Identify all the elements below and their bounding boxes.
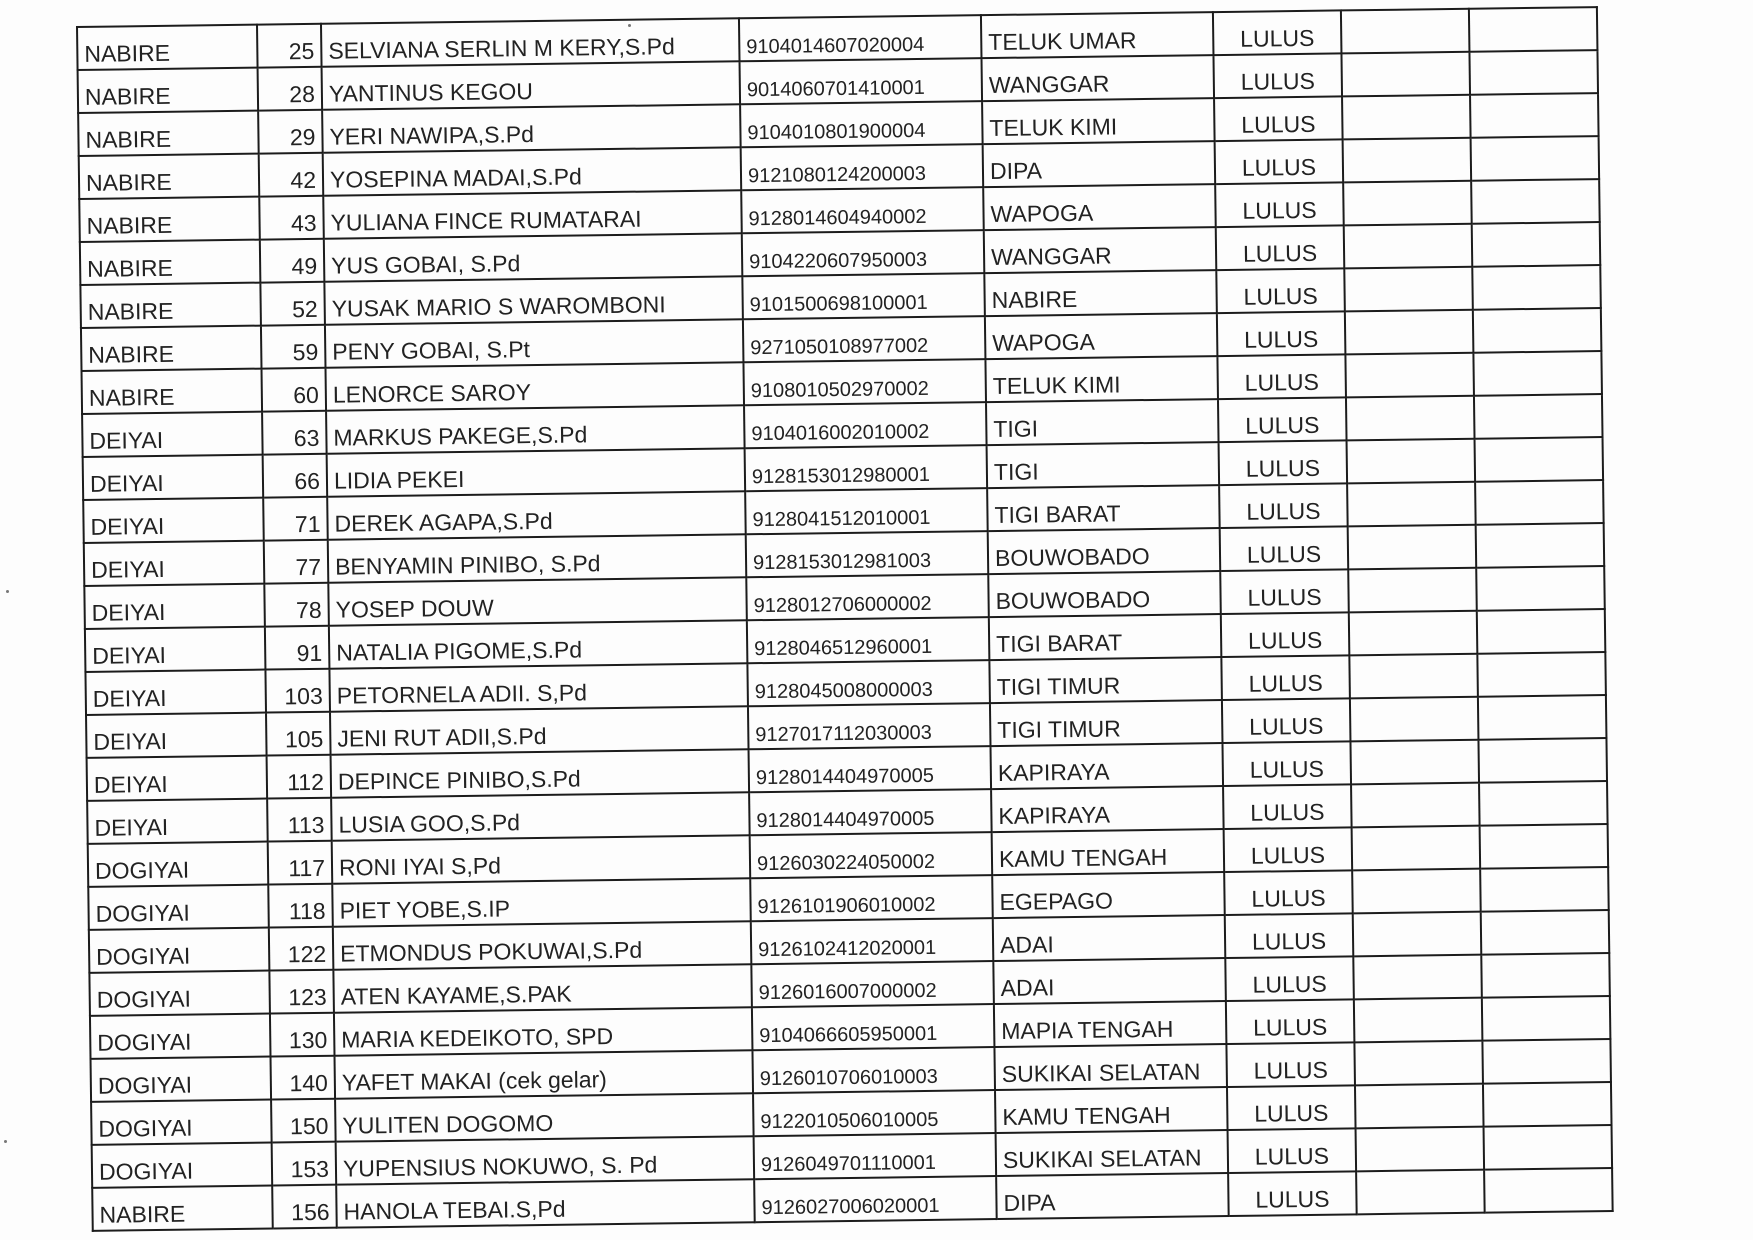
region-cell: DOGIYAI [88,885,269,930]
name-cell: LIDIA PEKEI [327,448,746,496]
blank-cell [1482,996,1611,1041]
number-cell: 140 [271,1056,336,1100]
status-cell: LULUS [1222,698,1351,743]
id-number-cell: 9126016007000002 [751,961,994,1007]
blank-cell [1484,1168,1613,1213]
blank-cell [1354,1041,1483,1086]
status-cell: LULUS [1228,1128,1357,1173]
blank-cell [1349,611,1478,656]
region-cell: NABIRE [79,197,260,242]
school-cell: TIGI TIMUR [990,700,1223,746]
number-cell: 42 [259,153,324,197]
region-cell: NABIRE [80,283,261,328]
name-cell: NATALIA PIGOME,S.Pd [329,620,748,668]
number-cell: 105 [266,712,331,756]
region-cell: DOGIYAI [91,1057,272,1102]
number-cell: 25 [257,24,322,68]
id-number-cell: 9126049701110001 [754,1133,997,1179]
number-cell: 112 [267,755,332,799]
id-number-cell: 9126010706010003 [752,1047,995,1093]
name-cell: PETORNELA ADII. S,Pd [329,663,748,711]
blank-cell [1476,566,1605,611]
region-cell: NABIRE [78,111,259,156]
number-cell: 153 [272,1142,337,1186]
school-cell: WANGGAR [981,55,1214,101]
name-cell: YERI NAWIPA,S.Pd [322,104,741,152]
id-number-cell: 9271050108977002 [743,316,986,362]
id-number-cell: 9128153012981003 [746,531,989,577]
name-cell: ATEN KAYAME,S.PAK [333,964,752,1012]
blank-cell [1480,867,1609,912]
region-cell: DEIYAI [87,756,268,801]
blank-cell [1345,310,1474,355]
name-cell: RONI IYAI S,Pd [332,835,751,883]
blank-cell [1347,482,1476,527]
id-number-cell: 9126102412020001 [751,918,994,964]
school-cell: SUKIKAI SELATAN [994,1044,1227,1090]
blank-cell [1479,781,1608,826]
blank-cell [1344,224,1473,269]
blank-cell [1355,1084,1484,1129]
status-cell: LULUS [1219,483,1348,528]
blank-cell [1343,138,1472,183]
id-number-cell: 9128012706000002 [746,574,989,620]
school-cell: EGEPAGO [992,872,1225,918]
status-cell: LULUS [1214,96,1343,141]
name-cell: PENY GOBAI, S.Pt [325,319,744,367]
name-cell: PIET YOBE,S.IP [332,878,751,926]
status-cell: LULUS [1224,870,1353,915]
blank-cell [1356,1127,1485,1172]
school-cell: TIGI BARAT [989,614,1222,660]
school-cell: KAPIRAYA [991,786,1224,832]
id-number-cell: 9108010502970002 [743,359,986,405]
id-number-cell: 9104014607020004 [739,15,982,61]
status-cell: LULUS [1213,53,1342,98]
region-cell: DOGIYAI [91,1100,272,1145]
school-cell: SUKIKAI SELATAN [996,1130,1229,1176]
number-cell: 77 [264,540,329,584]
number-cell: 130 [270,1013,335,1057]
id-number-cell: 9128046512960001 [747,617,990,663]
number-cell: 122 [269,927,334,971]
name-cell: MARIA KEDEIKOTO, SPD [334,1007,753,1055]
id-number-cell: 9104016002010002 [744,402,987,448]
status-cell: LULUS [1220,526,1349,571]
region-cell: DOGIYAI [89,971,270,1016]
blank-cell [1353,955,1482,1000]
school-cell: KAMU TENGAH [992,829,1225,875]
school-cell: KAMU TENGAH [995,1087,1228,1133]
blank-cell [1474,394,1603,439]
number-cell: 71 [263,497,328,541]
number-cell: 29 [258,110,323,154]
blank-cell [1478,695,1607,740]
region-cell: DEIYAI [86,713,267,758]
name-cell: YAFET MAKAI (cek gelar) [335,1050,754,1098]
blank-cell [1472,222,1601,267]
number-cell: 59 [261,325,326,369]
region-cell: DOGIYAI [92,1143,273,1188]
status-cell: LULUS [1226,1042,1355,1087]
region-cell: DEIYAI [83,498,264,543]
id-number-cell: 9104010801900004 [740,101,983,147]
id-number-cell: 9126030224050002 [750,832,993,878]
blank-cell [1345,353,1474,398]
school-cell: BOUWOBADO [988,571,1221,617]
status-cell: LULUS [1220,569,1349,614]
status-cell: LULUS [1215,139,1344,184]
status-cell: LULUS [1216,268,1345,313]
blank-cell [1478,738,1607,783]
name-cell: LENORCE SAROY [325,362,744,410]
results-table-body [77,7,1613,1231]
status-cell: LULUS [1219,440,1348,485]
status-cell: LULUS [1228,1171,1357,1216]
status-cell: LULUS [1227,1085,1356,1130]
id-number-cell: 9104066605950001 [752,1004,995,1050]
status-cell: LULUS [1217,311,1346,356]
number-cell: 66 [263,454,328,498]
scan-speck [4,1140,7,1143]
number-cell: 117 [268,841,333,885]
blank-cell [1483,1082,1612,1127]
id-number-cell: 9126027006020001 [754,1176,997,1222]
name-cell: YOSEPINA MADAI,S.Pd [323,147,742,195]
school-cell: TIGI TIMUR [989,657,1222,703]
number-cell: 43 [259,196,324,240]
status-cell: LULUS [1223,784,1352,829]
id-number-cell: 9122010506010005 [753,1090,996,1136]
school-cell: MAPIA TENGAH [994,1001,1227,1047]
name-cell: YOSEP DOUW [328,577,747,625]
region-cell: NABIRE [78,68,259,113]
region-cell: DEIYAI [85,670,266,715]
blank-cell [1482,1039,1611,1084]
school-cell: WAPOGA [983,184,1216,230]
region-cell: NABIRE [81,326,262,371]
name-cell: BENYAMIN PINIBO, S.Pd [328,534,747,582]
id-number-cell: 9101500698100001 [742,273,985,319]
region-cell: DEIYAI [84,541,265,586]
name-cell: YUS GOBAI, S.Pd [324,233,743,281]
id-number-cell: 9126101906010002 [750,875,993,921]
id-number-cell: 9121080124200003 [741,144,984,190]
number-cell: 49 [260,239,325,283]
blank-cell [1473,308,1602,353]
name-cell: JENI RUT ADII,S.Pd [330,706,749,754]
name-cell: DEREK AGAPA,S.Pd [327,491,746,539]
blank-cell [1475,437,1604,482]
blank-cell [1347,439,1476,484]
region-cell: DOGIYAI [89,928,270,973]
blank-cell [1353,912,1482,957]
number-cell: 123 [269,970,334,1014]
blank-cell [1473,351,1602,396]
school-cell: TELUK KIMI [985,356,1218,402]
school-cell: NABIRE [984,270,1217,316]
region-cell: DOGIYAI [88,842,269,887]
status-cell: LULUS [1221,655,1350,700]
number-cell: 28 [258,67,323,111]
region-cell: DOGIYAI [90,1014,271,1059]
blank-cell [1341,52,1470,97]
school-cell: TIGI BARAT [987,485,1220,531]
blank-cell [1481,953,1610,998]
id-number-cell: 9128153012980001 [745,445,988,491]
status-cell: LULUS [1225,956,1354,1001]
number-cell: 150 [271,1099,336,1143]
name-cell: ETMONDUS POKUWAI,S.Pd [333,921,752,969]
school-cell: ADAI [993,915,1226,961]
school-cell: WAPOGA [985,313,1218,359]
name-cell: YUSAK MARIO S WAROMBONI [324,276,743,324]
id-number-cell: 9128014404970005 [749,789,992,835]
status-cell: LULUS [1224,827,1353,872]
region-cell: NABIRE [79,154,260,199]
name-cell: YANTINUS KEGOU [322,61,741,109]
results-table [76,6,1614,1232]
number-cell: 91 [265,626,330,670]
blank-cell [1471,136,1600,181]
id-number-cell: 9014060701410001 [740,58,983,104]
school-cell: TIGI [986,399,1219,445]
name-cell: DEPINCE PINIBO,S.Pd [331,749,750,797]
blank-cell [1477,609,1606,654]
school-cell: TELUK KIMI [982,98,1215,144]
status-cell: LULUS [1217,354,1346,399]
blank-cell [1480,824,1609,869]
school-cell: DIPA [983,141,1216,187]
name-cell: LUSIA GOO,S.Pd [331,792,750,840]
region-cell: DEIYAI [85,627,266,672]
number-cell: 103 [265,669,330,713]
number-cell: 156 [272,1185,337,1229]
status-cell: LULUS [1215,182,1344,227]
status-cell: LULUS [1225,913,1354,958]
school-cell: KAPIRAYA [991,743,1224,789]
blank-cell [1351,783,1480,828]
region-cell: NABIRE [82,369,263,414]
blank-cell [1350,740,1479,785]
school-cell: WANGGAR [984,227,1217,273]
blank-cell [1470,93,1599,138]
id-number-cell: 9128014404970005 [749,746,992,792]
region-cell: DEIYAI [83,455,264,500]
blank-cell [1476,523,1605,568]
blank-cell [1349,654,1478,699]
school-cell: DIPA [996,1173,1229,1219]
status-cell: LULUS [1218,397,1347,442]
blank-cell [1469,7,1598,52]
blank-cell [1352,869,1481,914]
name-cell: YULITEN DOGOMO [335,1093,754,1141]
number-cell: 60 [262,368,327,412]
id-number-cell: 9104220607950003 [742,230,985,276]
blank-cell [1354,998,1483,1043]
blank-cell [1475,480,1604,525]
number-cell: 78 [264,583,329,627]
number-cell: 113 [267,798,332,842]
name-cell: MARKUS PAKEGE,S.Pd [326,405,745,453]
blank-cell [1343,181,1472,226]
blank-cell [1341,9,1470,54]
name-cell: YUPENSIUS NOKUWO, S. Pd [336,1136,755,1184]
id-number-cell: 9128014604940002 [741,187,984,233]
number-cell: 52 [260,282,325,326]
region-cell: DEIYAI [82,412,263,457]
region-cell: NABIRE [80,240,261,285]
name-cell: SELVIANA SERLIN M KERY,S.Pd [321,18,740,66]
status-cell: LULUS [1216,225,1345,270]
number-cell: 63 [262,411,327,455]
blank-cell [1356,1170,1485,1215]
status-cell: LULUS [1221,612,1350,657]
blank-cell [1472,265,1601,310]
id-number-cell: 9128041512010001 [745,488,988,534]
region-cell: NABIRE [77,25,258,70]
blank-cell [1344,267,1473,312]
school-cell: BOUWOBADO [988,528,1221,574]
region-cell: DEIYAI [84,584,265,629]
school-cell: ADAI [993,958,1226,1004]
status-cell: LULUS [1222,741,1351,786]
blank-cell [1348,568,1477,613]
blank-cell [1342,95,1471,140]
scan-speck [6,590,9,593]
id-number-cell: 9127017112030003 [748,703,991,749]
id-number-cell: 9128045008000003 [747,660,990,706]
blank-cell [1484,1125,1613,1170]
status-cell: LULUS [1213,10,1342,55]
name-cell: YULIANA FINCE RUMATARAI [323,190,742,238]
blank-cell [1352,826,1481,871]
number-cell: 118 [268,884,333,928]
school-cell: TIGI [987,442,1220,488]
name-cell: HANOLA TEBAI.S,Pd [336,1179,755,1227]
blank-cell [1350,697,1479,742]
region-cell: DEIYAI [87,799,268,844]
blank-cell [1477,652,1606,697]
blank-cell [1469,50,1598,95]
blank-cell [1348,525,1477,570]
blank-cell [1481,910,1610,955]
blank-cell [1346,396,1475,441]
blank-cell [1471,179,1600,224]
school-cell: TELUK UMAR [981,12,1214,58]
status-cell: LULUS [1226,999,1355,1044]
region-cell: NABIRE [92,1186,273,1231]
